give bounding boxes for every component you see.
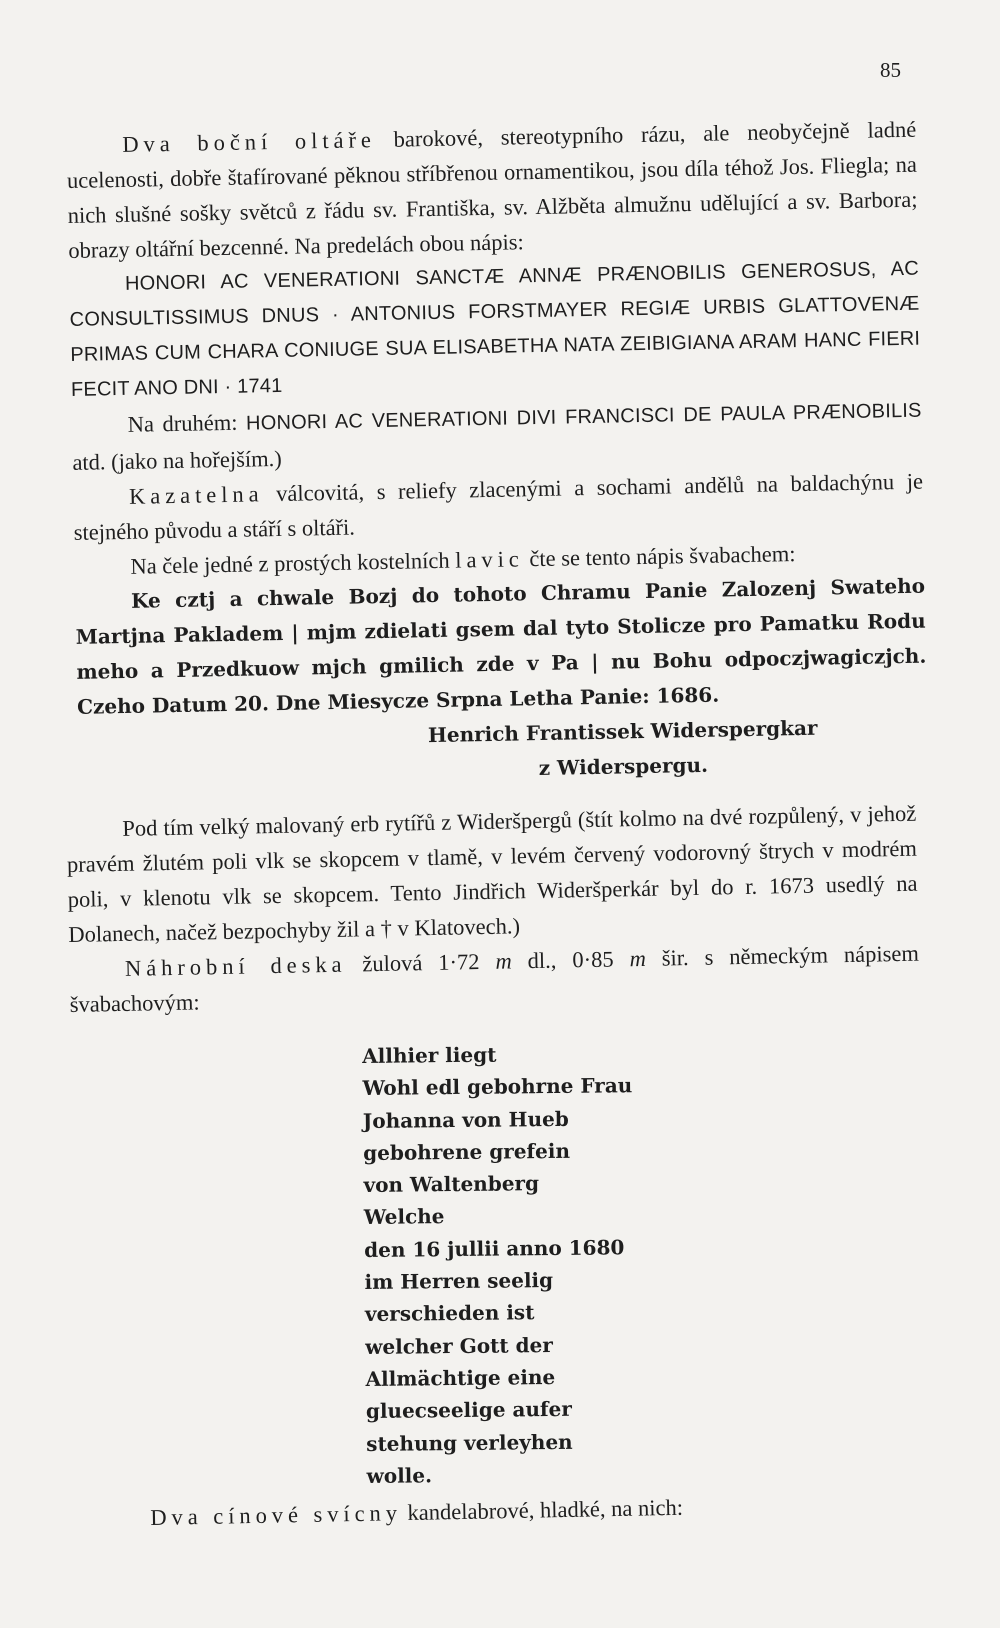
paragraph-text: šir. s německým nápisem švabachovým: (69, 940, 920, 1017)
paragraph-text: atd. (jako na hořejším.) (72, 445, 282, 475)
inscription-line: stehung verleyhen (366, 1429, 573, 1456)
inscription-line: den 16 jullii anno 1680 (364, 1235, 625, 1262)
spaced-lead: Kazatelna (128, 481, 264, 509)
text-block-middle (66, 796, 920, 1022)
fraktur-inscription (75, 569, 928, 725)
page-number: 85 (880, 58, 901, 82)
text-block-upper (66, 112, 929, 795)
paragraph-text: Na čele jedné z prostých kostelních (130, 547, 456, 579)
inscription-line: welcher Gott der (365, 1332, 553, 1359)
inscription-line: von Waltenberg (363, 1171, 540, 1198)
text-block-lower (150, 1487, 851, 1535)
unit: m (495, 948, 512, 974)
signature-line-2: z Widerspergu. (538, 752, 709, 781)
tombstone-inscription (362, 1037, 636, 1492)
inscription-line: gluecseelige aufer (365, 1397, 572, 1424)
paragraph-coat-of-arms: Pod tím velký malovaný erb rytířů z Wideršpergů (štít kolmo na dvé rozpůlený, v jehož pravém žlutém poli vlk se skopcem v tlamě, v levém červený vodorovný štrych v modrém poli, v klenotu vlk se skopcem. Tento Jindřich Wideršperkár byl do r. 1673 usedlý na Dolanech, načež bezpochyby žil a † v Klatovech.) (66, 800, 918, 947)
spaced-lead: lavic (455, 546, 524, 573)
inscription-line: im Herren seelig (364, 1268, 554, 1295)
paragraph-text: kandelabrové, hladké, na nich: (401, 1494, 684, 1526)
inscription-line: Welche (363, 1204, 445, 1230)
spaced-lead: Dva boční oltáře (122, 127, 377, 157)
inscription-line: Allhier liegt (362, 1042, 497, 1068)
inscription-line: wolle. (366, 1463, 433, 1488)
paragraph-text: dl., 0·85 (511, 946, 630, 974)
inscription-line: Johanna von Hueb (362, 1106, 569, 1133)
inscription-caps: HONORI AC VENERATIONI DIVI FRANCISCI DE PAULA PRÆNOBILIS (245, 399, 922, 435)
paragraph-text: válcovitá, s reliefy zlacenými a sochami andělů na baldachýnu je stejného původu a stáří s oltáři. (73, 468, 924, 545)
inscription-line: gebohrene grefein (363, 1138, 571, 1165)
inscription-line: Allmächtige eine (365, 1364, 556, 1391)
paragraph-candlesticks (150, 1487, 851, 1535)
paragraph-text: žulová 1·72 (346, 948, 496, 977)
paragraph-tombstone (69, 936, 920, 1022)
fraktur-text: Ke cztj a chwale Bozj do tohoto Chramu Panie Zalozenj Swateho Martjna Pakladem | mjm zdielati gsem dal tyto Stolicze pro Pamatku Rodu meho a Przedkuow mjch gmilich zde v Pa | nu Bohu odpoczjwagiczjch. Czeho Datum 20. Dne Miesycze Srpna Letha Panie: 1686. (75, 573, 927, 719)
spaced-lead: Dva cínové svícny (150, 1500, 403, 1530)
unit: m (629, 945, 647, 972)
paragraph-side-altars (66, 112, 919, 268)
inscription-line: verschieden ist (364, 1300, 535, 1327)
signature-line-1: Henrich Frantissek Widerspergkar (427, 715, 818, 748)
latin-inscription (69, 252, 922, 408)
spaced-lead: Náhrobní deska (124, 951, 347, 981)
paragraph-text: Na druhém: (127, 409, 247, 437)
paragraph-text: čte se tento nápis švabachem: (523, 541, 796, 572)
inscription-text: HONORI AC VENERATIONI SANCTÆ ANNÆ PRÆNOBILIS GENEROSUS, AC CONSULTISSIMUS DNUS · ANTONIUS FORSTMAYER REGIÆ URBIS GLATTOVENÆ PRIMAS CUM CHARA CONIUGE SUA ELISABETHA NATA ZEIBIGIANA ARAM HANC FIERI FECIT ANO DNI · 1741 (69, 257, 921, 401)
inscription-line: Wohl edl gebohrne Frau (362, 1073, 633, 1101)
paragraph-text: barokové, stereotypního rázu, ale neobyčejně ladné ucelenosti, dobře štafírované pěknou stříbřenou ornamentikou, jsou díla téhož Jos. Fliegla; na nich slušné sošky světců z řádu sv. Františka, sv. Alžběta almužnu udělující a sv. Barbora; obrazy oltářní bezcenné. Na predelách obou nápis: (66, 116, 918, 263)
